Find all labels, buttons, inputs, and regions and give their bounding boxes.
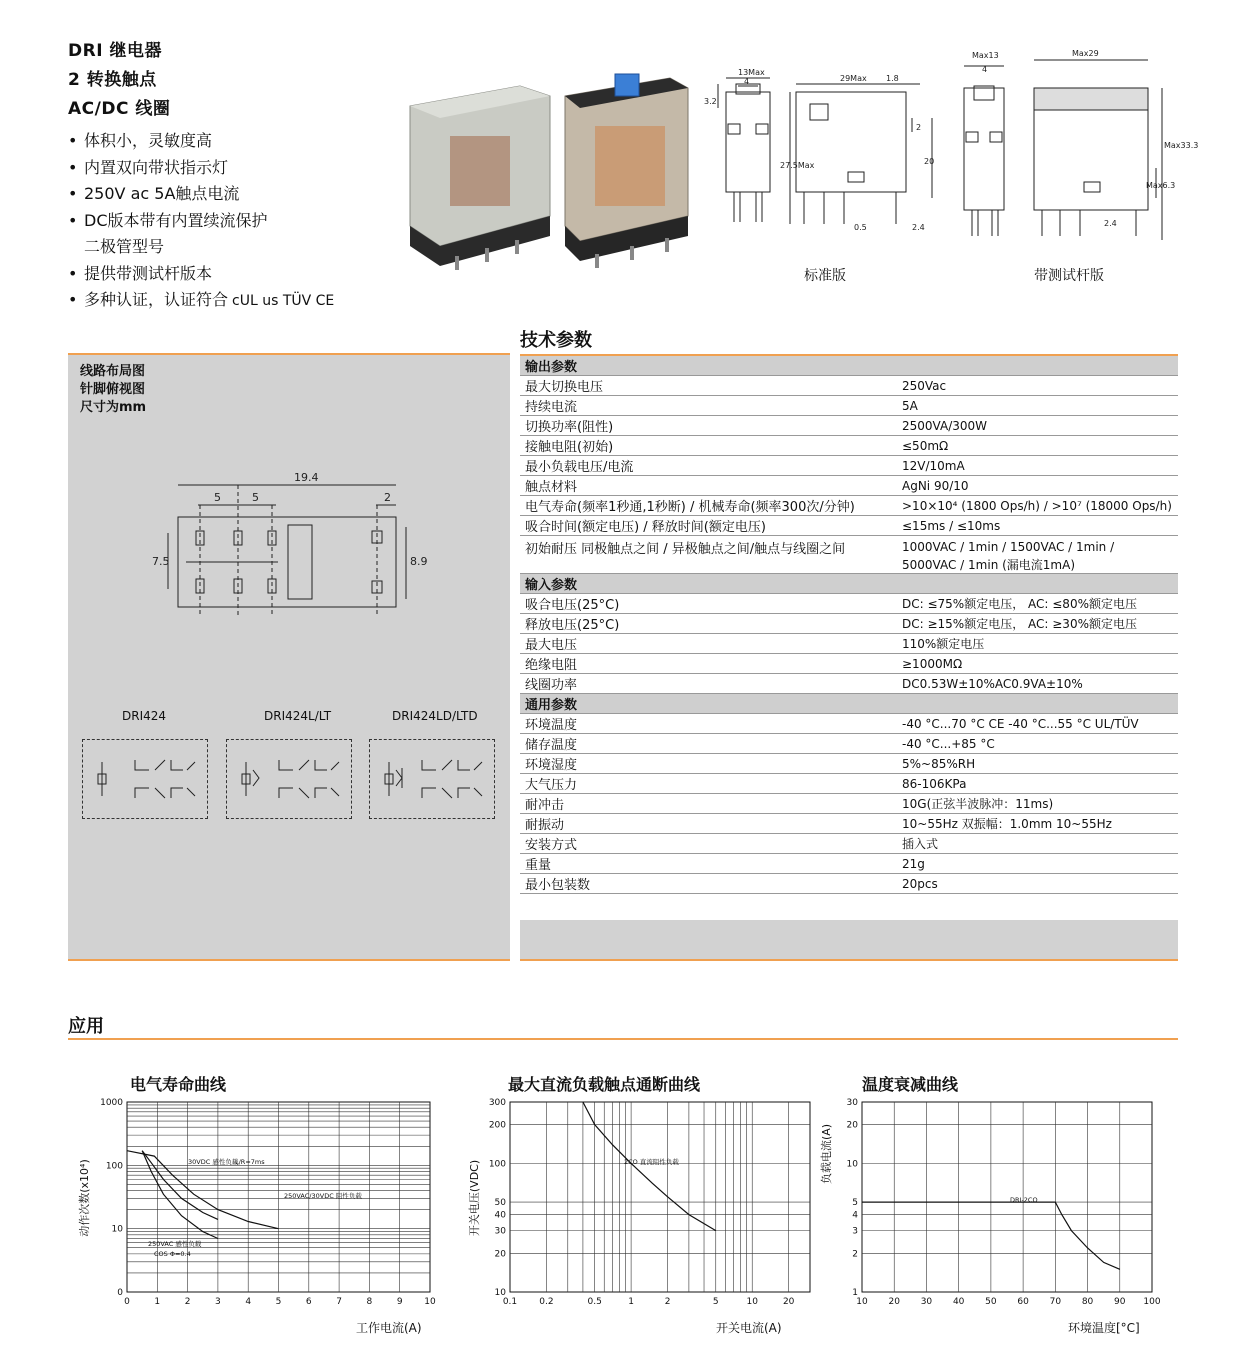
dim-label: Max33.3 bbox=[1164, 141, 1199, 150]
variant-label: DRI424LD/LTD bbox=[392, 709, 478, 723]
chart-annotation: COS Φ=0.4 bbox=[154, 1250, 191, 1258]
wiring-layout-panel bbox=[68, 353, 510, 961]
feature-item: • 250V ac 5A触点电流 bbox=[68, 181, 334, 208]
plot-frame bbox=[510, 1102, 810, 1292]
x-tick-label: 100 bbox=[1143, 1297, 1161, 1307]
x-tick-label: 0.2 bbox=[539, 1297, 554, 1307]
tech-value-line: 21g bbox=[902, 856, 925, 871]
y-tick-label: 20 bbox=[846, 1120, 858, 1131]
x-axis-label: 环境温度[°C] bbox=[1068, 1321, 1140, 1335]
tech-value-line: 2500VA/300W bbox=[902, 418, 988, 433]
chart-title-dc-load: 最大直流负载触点通断曲线 bbox=[508, 1075, 701, 1094]
x-tick-label: 30 bbox=[920, 1297, 933, 1307]
tech-section-header bbox=[520, 356, 1178, 376]
dim-label: 5 bbox=[252, 491, 259, 504]
tech-row bbox=[520, 854, 1178, 874]
chart-annotation: L/R=7ms bbox=[235, 1158, 265, 1166]
tech-row-value bbox=[902, 757, 1178, 771]
x-tick-label: 40 bbox=[952, 1297, 965, 1307]
tech-row-key: 最小包装数 bbox=[525, 878, 591, 893]
tech-value-line: 12V/10mA bbox=[902, 458, 965, 473]
tech-row bbox=[520, 734, 1178, 754]
series-line bbox=[583, 1102, 716, 1231]
dim-label: 1.8 bbox=[886, 74, 899, 83]
caption-test-lever: 带测试杆版 bbox=[1034, 268, 1104, 284]
tech-row-value bbox=[902, 479, 1178, 493]
tech-row-value bbox=[902, 595, 1178, 612]
schematic-symbol bbox=[83, 740, 207, 818]
tech-value-line: AgNi 90/10 bbox=[902, 478, 969, 493]
tech-value-line: >10×10⁴ (1800 Ops/h) / >10⁷ (18000 Ops/h) bbox=[902, 498, 1172, 513]
x-tick-label: 0 bbox=[124, 1297, 130, 1307]
chart-annotation: 250VAC 感性负载 bbox=[148, 1240, 202, 1248]
tech-row-value bbox=[902, 379, 1178, 393]
tech-row bbox=[520, 754, 1178, 774]
tech-row-value bbox=[902, 399, 1178, 413]
feature-item: • DC版本带有内置续流保护 bbox=[68, 208, 334, 235]
relay-photo-clear bbox=[410, 86, 550, 270]
tech-row-key: 初始耐压 同极触点之间 / 异极触点之间/触点与线圈之间 bbox=[525, 542, 846, 557]
tech-value-line: DC: ≥15%额定电压， AC: ≥30%额定电压 bbox=[902, 617, 1137, 631]
y-tick-label: 30 bbox=[846, 1098, 858, 1108]
x-tick-label: 1 bbox=[628, 1297, 634, 1307]
tech-row bbox=[520, 436, 1178, 456]
dim-label: 29Max bbox=[840, 74, 867, 83]
y-axis-label: 动作次数(x10⁴) bbox=[78, 1159, 91, 1237]
schematic-dri424 bbox=[82, 739, 208, 819]
tech-row-value bbox=[902, 835, 1178, 852]
chart-annotation: 30VDC 感性负载 bbox=[188, 1158, 239, 1166]
feature-list bbox=[68, 128, 334, 315]
tech-row-value bbox=[902, 777, 1178, 791]
x-tick-label: 9 bbox=[396, 1297, 403, 1307]
tech-value-line: 86-106KPa bbox=[902, 776, 967, 791]
y-axis-label: 开关电压(VDC) bbox=[468, 1159, 481, 1237]
tech-row-key: 吸合电压(25°C) bbox=[525, 598, 620, 613]
tech-value-line: 10G(正弦半波脉冲：11ms) bbox=[902, 797, 1054, 811]
tech-row-value bbox=[902, 737, 1178, 751]
tech-row bbox=[520, 834, 1178, 854]
dim-label: 3.2 bbox=[704, 97, 717, 106]
tech-row bbox=[520, 794, 1178, 814]
feature-item: 二极管型号 bbox=[84, 237, 165, 256]
dim-label: 13Max bbox=[738, 68, 765, 77]
dim-label: 20 bbox=[924, 157, 935, 166]
dim-label: 2.4 bbox=[1104, 219, 1117, 228]
tech-row bbox=[520, 634, 1178, 654]
tech-row-key: 大气压力 bbox=[525, 778, 578, 793]
tech-value-line: -40 °C...+85 °C bbox=[902, 736, 995, 751]
x-tick-label: 10 bbox=[424, 1297, 436, 1307]
tech-row-key: 环境湿度 bbox=[525, 758, 578, 773]
tech-row-key: 耐冲击 bbox=[525, 798, 565, 813]
dim-label: 2 bbox=[916, 123, 922, 132]
y-tick-label: 100 bbox=[105, 1161, 123, 1172]
y-tick-label: 30 bbox=[494, 1226, 506, 1237]
tech-row-key: 接触电阻(初始) bbox=[525, 440, 614, 455]
dimension-drawings bbox=[700, 48, 1199, 248]
y-tick-label: 0 bbox=[117, 1288, 123, 1298]
tech-section-header bbox=[520, 694, 1178, 714]
dim-label: 2.4 bbox=[912, 223, 925, 232]
tech-value-line: 110%额定电压 bbox=[902, 637, 985, 651]
tech-row-key: 最小负载电压/电流 bbox=[525, 460, 634, 475]
tech-row bbox=[520, 456, 1178, 476]
y-tick-label: 20 bbox=[494, 1249, 506, 1260]
tech-value-line: 1000VAC / 1min / 1500VAC / 1min / bbox=[902, 540, 1115, 554]
x-tick-label: 2 bbox=[664, 1297, 671, 1307]
chart-annotation: 250VAC/30VDC 阻性负载 bbox=[284, 1192, 362, 1200]
chart-dc-load bbox=[460, 1094, 800, 1344]
schematic-dri424ld bbox=[369, 739, 495, 819]
tech-row-value bbox=[902, 857, 1178, 871]
tech-row-key: 安装方式 bbox=[525, 838, 578, 853]
tech-row bbox=[520, 416, 1178, 436]
tech-row-key: 释放电压(25°C) bbox=[525, 618, 620, 633]
tech-row-value bbox=[902, 459, 1178, 473]
tech-row-value bbox=[902, 499, 1178, 513]
tech-row-value bbox=[902, 439, 1178, 453]
tech-row-value bbox=[902, 877, 1178, 891]
y-axis-label: 负载电流(A) bbox=[820, 1123, 833, 1185]
x-tick-label: 60 bbox=[1017, 1297, 1029, 1307]
dim-label: 2 bbox=[384, 491, 391, 504]
tech-row bbox=[520, 496, 1178, 516]
tech-value-line: ≥1000MΩ bbox=[902, 656, 963, 671]
tech-row-value bbox=[902, 677, 1178, 691]
dim-label: Max13 bbox=[972, 51, 999, 60]
dim-label: 4 bbox=[744, 77, 750, 86]
x-tick-label: 4 bbox=[245, 1297, 252, 1307]
tech-value-line: 5000VAC / 1min (漏电流1mA) bbox=[902, 558, 1076, 572]
x-tick-label: 6 bbox=[305, 1297, 312, 1307]
tech-value-line: DC0.53W±10%AC0.9VA±10% bbox=[902, 676, 1083, 691]
x-tick-label: 7 bbox=[336, 1297, 342, 1307]
tech-row-value bbox=[902, 717, 1178, 731]
feature-item: • 提供带测试杆版本 bbox=[68, 261, 334, 288]
x-tick-label: 0.5 bbox=[587, 1297, 602, 1307]
x-tick-label: 70 bbox=[1049, 1297, 1062, 1307]
dim-label: 8.9 bbox=[410, 555, 428, 568]
x-axis-label: 开关电流(A) bbox=[716, 1321, 782, 1335]
tech-row bbox=[520, 874, 1178, 894]
x-tick-label: 90 bbox=[1114, 1297, 1126, 1307]
tech-table bbox=[520, 354, 1178, 894]
variant-label: DRI424 bbox=[122, 709, 167, 723]
x-tick-label: 8 bbox=[366, 1297, 373, 1307]
dim-label: 5 bbox=[214, 491, 221, 504]
chart-title-electrical-life: 电气寿命曲线 bbox=[130, 1075, 227, 1094]
tech-row-key: 切换功率(阻性) bbox=[525, 420, 614, 435]
tech-row-value bbox=[902, 635, 1178, 652]
y-tick-label: 4 bbox=[852, 1210, 858, 1221]
feature-item: • 内置双向带状指示灯 bbox=[68, 155, 334, 182]
x-tick-label: 5 bbox=[712, 1297, 719, 1307]
tech-value-line: 5%~85%RH bbox=[902, 756, 976, 771]
panel-heading: 线路布局图 针脚俯视图 尺寸为mm bbox=[80, 364, 147, 415]
tech-row-key: 通用参数 bbox=[525, 698, 578, 713]
tech-row bbox=[520, 536, 1178, 574]
tech-row-key: 触点材料 bbox=[525, 480, 578, 495]
tech-row-value bbox=[902, 519, 1178, 533]
x-tick-label: 0.1 bbox=[502, 1297, 518, 1307]
tech-row-key: 重量 bbox=[525, 858, 552, 873]
y-tick-label: 50 bbox=[494, 1198, 506, 1209]
x-tick-label: 3 bbox=[215, 1297, 221, 1307]
variant-label: DRI424L/LT bbox=[264, 709, 332, 723]
tech-row bbox=[520, 396, 1178, 416]
product-title-line-2: 2 转换触点 bbox=[68, 70, 157, 90]
tech-row-key: 最大电压 bbox=[525, 638, 578, 653]
y-tick-label: 10 bbox=[111, 1224, 123, 1235]
plot-frame bbox=[862, 1102, 1152, 1292]
y-tick-label: 10 bbox=[494, 1288, 506, 1298]
dim-label: 27.5Max bbox=[780, 161, 815, 170]
x-tick-label: 50 bbox=[985, 1297, 997, 1307]
y-tick-label: 100 bbox=[488, 1159, 506, 1170]
relay-photo-test-lever bbox=[565, 74, 688, 268]
tech-row-value bbox=[902, 615, 1178, 632]
y-tick-label: 5 bbox=[852, 1198, 858, 1209]
product-photos bbox=[400, 66, 700, 276]
x-tick-label: 20 bbox=[888, 1297, 900, 1307]
tech-value-line: 10~55Hz 双振幅：1.0mm 10~55Hz bbox=[902, 817, 1112, 831]
pin-layout-drawing bbox=[148, 465, 428, 635]
tech-value-line: DC: ≤75%额定电压， AC: ≤80%额定电压 bbox=[902, 597, 1137, 611]
y-tick-label: 200 bbox=[488, 1120, 506, 1131]
schematic-dri424l bbox=[226, 739, 352, 819]
x-axis-label: 工作电流(A) bbox=[356, 1321, 422, 1335]
tech-row bbox=[520, 376, 1178, 396]
chart-electrical-life bbox=[70, 1094, 450, 1344]
tech-section-header bbox=[520, 574, 1178, 594]
x-tick-label: 1 bbox=[154, 1297, 161, 1307]
chart-title-temp-derating: 温度衰减曲线 bbox=[862, 1075, 959, 1094]
tech-row-key: 吸合时间(额定电压) / 释放时间(额定电压) bbox=[525, 520, 766, 535]
feature-item: • 体积小，灵敏度高 bbox=[68, 128, 334, 155]
caption-standard: 标准版 bbox=[804, 268, 846, 284]
tech-row-key: 持续电流 bbox=[525, 400, 578, 415]
tech-row bbox=[520, 714, 1178, 734]
y-tick-label: 1000 bbox=[100, 1098, 123, 1108]
schematic-symbol bbox=[227, 740, 351, 818]
tech-row-value bbox=[902, 795, 1178, 812]
tech-value-line: 插入式 bbox=[902, 837, 939, 851]
applications-title: 应用 bbox=[68, 1016, 104, 1037]
tech-row-value bbox=[902, 815, 1178, 832]
tech-value-line: ≤15ms / ≤10ms bbox=[902, 518, 1001, 533]
tech-row-key: 环境温度 bbox=[525, 718, 578, 733]
schematic-symbol bbox=[370, 740, 494, 818]
product-title-line-3: AC/DC 线圈 bbox=[68, 99, 171, 119]
tech-row bbox=[520, 516, 1178, 536]
dim-label: Max29 bbox=[1072, 49, 1099, 58]
tech-row-value bbox=[902, 419, 1178, 433]
chart-annotation: DRI-2CO bbox=[1010, 1196, 1038, 1204]
tech-row bbox=[520, 774, 1178, 794]
tech-value-line: 250Vac bbox=[902, 378, 947, 393]
dim-label: Max6.3 bbox=[1146, 181, 1176, 190]
tech-value-line: -40 °C...70 °C CE -40 °C...55 °C UL/TÜV bbox=[902, 716, 1139, 731]
x-tick-label: 10 bbox=[856, 1297, 868, 1307]
x-tick-label: 2 bbox=[184, 1297, 191, 1307]
dim-label: 4 bbox=[982, 65, 988, 74]
tech-value-line: 5A bbox=[902, 398, 918, 413]
tech-row-key: 电气寿命(频率1秒通,1秒断) / 机械寿命(频率300次/分钟) bbox=[525, 500, 855, 515]
tech-row bbox=[520, 614, 1178, 634]
applications-divider bbox=[68, 1038, 1178, 1040]
y-tick-label: 2 bbox=[852, 1249, 858, 1260]
x-tick-label: 5 bbox=[275, 1297, 282, 1307]
tech-row-key: 输入参数 bbox=[525, 578, 578, 593]
tech-row-key: 线圈功率 bbox=[525, 678, 578, 693]
tech-row bbox=[520, 476, 1178, 496]
y-tick-label: 40 bbox=[494, 1210, 506, 1221]
tech-row-key: 储存温度 bbox=[525, 738, 578, 753]
tech-row-value bbox=[902, 538, 1178, 574]
tech-row bbox=[520, 674, 1178, 694]
chart-annotation: 2CO 直流阻性负载 bbox=[624, 1158, 679, 1166]
x-tick-label: 20 bbox=[782, 1297, 795, 1307]
tech-footer-band bbox=[520, 920, 1178, 961]
tech-row bbox=[520, 814, 1178, 834]
certification-marks: cUL us TÜV CE bbox=[232, 293, 335, 309]
tech-row-key: 最大切换电压 bbox=[525, 380, 604, 395]
dim-label: 19.4 bbox=[294, 471, 319, 484]
x-tick-label: 10 bbox=[746, 1297, 758, 1307]
tech-row-key: 输出参数 bbox=[525, 360, 578, 375]
feature-item: • 多种认证，认证符合 cUL us TÜV CE bbox=[68, 287, 334, 315]
tech-row bbox=[520, 594, 1178, 614]
y-tick-label: 3 bbox=[852, 1226, 858, 1237]
x-tick-label: 80 bbox=[1081, 1297, 1094, 1307]
tech-row-key: 绝缘电阻 bbox=[525, 658, 578, 673]
tech-value-line: ≤50mΩ bbox=[902, 438, 949, 453]
tech-title: 技术参数 bbox=[520, 330, 592, 351]
tech-row bbox=[520, 654, 1178, 674]
tech-row-value bbox=[902, 657, 1178, 671]
tech-row-key: 耐振动 bbox=[525, 818, 565, 833]
chart-temp-derating bbox=[812, 1094, 1172, 1344]
tech-value-line: 20pcs bbox=[902, 876, 938, 891]
y-tick-label: 300 bbox=[488, 1098, 506, 1108]
y-tick-label: 10 bbox=[846, 1159, 858, 1170]
dim-label: 0.5 bbox=[854, 223, 867, 232]
dim-label: 7.5 bbox=[152, 555, 170, 568]
y-tick-label: 1 bbox=[852, 1288, 858, 1298]
product-title-line-1: DRI 继电器 bbox=[68, 41, 162, 61]
